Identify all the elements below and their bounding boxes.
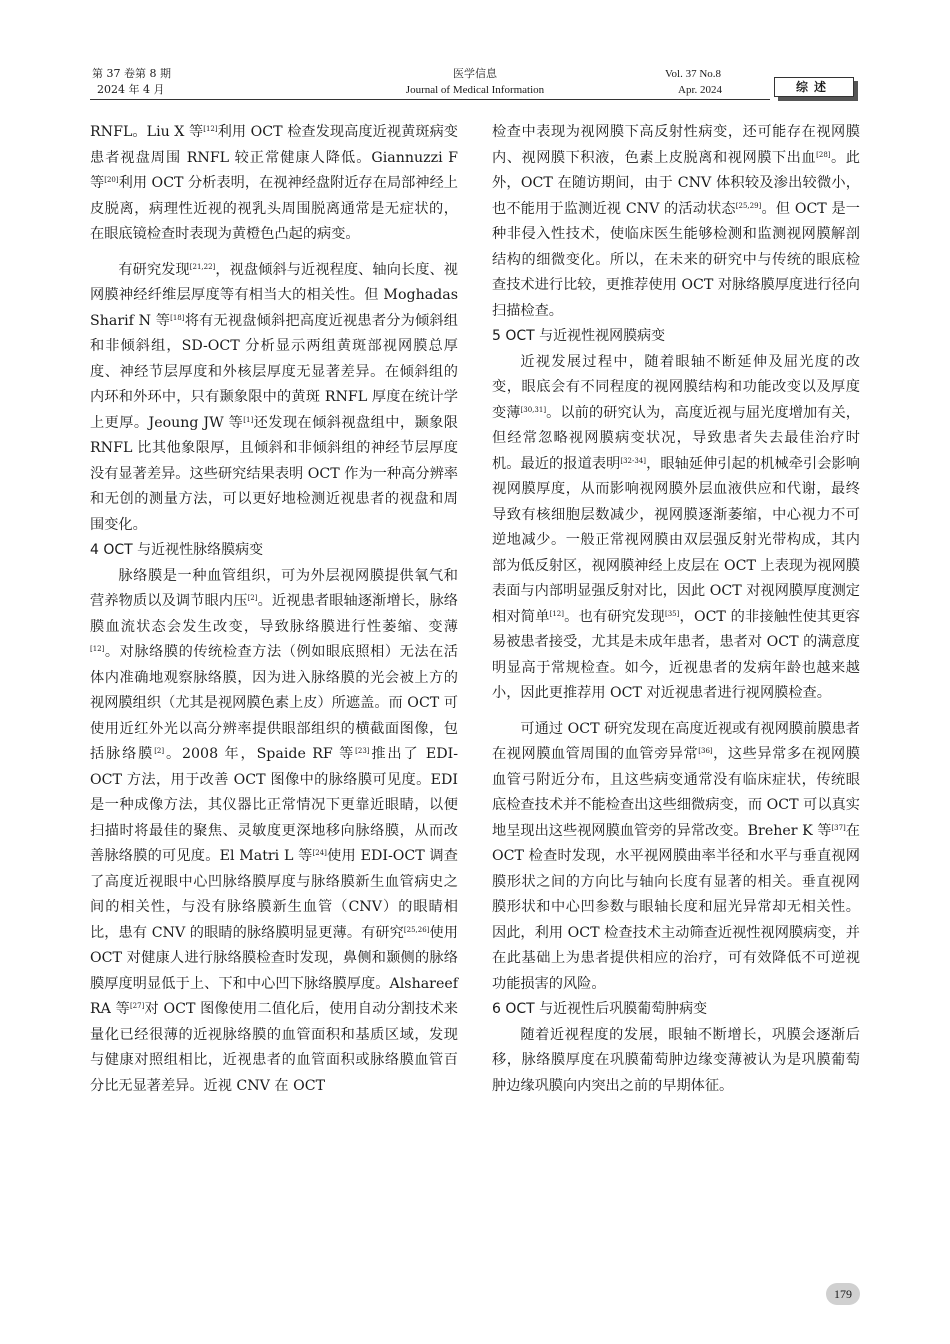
- header-rule: [90, 99, 770, 100]
- section-heading-6: 6 OCT 与近视性后巩膜葡萄肿病变: [492, 1001, 708, 1017]
- paragraph: 检查中表现为视网膜下高反射性病变，还可能存在视网膜内、视网膜下积液，色素上皮脱离和视网膜下出血[28]。此外，OCT 在随访期间，由于 CNV 体积较及渗出较微小，也不能用于监测近视 CNV 的活动状态[25,29]。但 OCT 是一种非侵入性技术，使临床医生能够检测和监测视网膜解剖结构的细微变化。所以，在未来的研究中与传统的眼底检查技术进行比较，更推荐使用 OCT 对脉络膜厚度进行径向扫描检查。: [492, 124, 860, 319]
- paragraph: RNFL。Liu X 等[12]利用 OCT 检查发现高度近视黄斑病变患者视盘周围 RNFL 较正常健康人降低。Giannuzzi F 等[20]利用 OCT 分析表明，在视神经盘附近存在局部神经上皮脱离，病理性近视的视乳头周围脱离通常是无症状的，在眼底镜检查时表现为黄橙色凸起的病变。: [90, 124, 458, 242]
- paragraph: 近视发展过程中，随着眼轴不断延伸及屈光度的改变，眼底会有不同程度的视网膜结构和功能改变以及厚度变薄[30,31]。以前的研究认为，高度近视与屈光度增加有关，但经常忽略视网膜病变状况，导致患者失去最佳治疗时机。最近的报道表明[32-34]，眼轴延伸引起的机械牵引会影响视网膜厚度，从而影响视网膜外层血液供应和代谢，最终导致有核细胞层数减少，视网膜逐渐萎缩，中心视力不可逆地减少。一般正常视网膜由双层强反射光带构成，其内部为低反射区，视网膜神经上皮层在 OCT 上表现为视网膜表面与内部明显强反射对比，因此 OCT 对视网膜厚度测定相对简单[12]。也有研究发现[35]，OCT 的非接触性使其更容易被患者接受，尤其是未成年患者，患者对 OCT 的满意度明显高于常规检查。如今，近视患者的发病年龄也越来越小，因此更推荐用 OCT 对近视患者进行视网膜检查。: [492, 353, 860, 701]
- paragraph: 可通过 OCT 研究发现在高度近视或有视网膜前膜患者在视网膜血管周围的血管旁异常[36]，这些异常多在视网膜血管弓附近分布，且这些病变通常没有临床症状，传统眼底检查技术并不能检查出这些细微病变，而 OCT 可以真实地呈现出这些视网膜血管旁的异常改变。Breher K 等[37]在 OCT 检查时发现，水平视网膜曲率半径和水平与垂直视网膜形状之间的方向比与轴向长度有显著的相关。垂直视网膜形状和中心凹参数与眼轴长度和屈光异常却无相关性。因此，利用 OCT 检查技术主动筛查近视性视网膜病变，并在此基础上为患者提供相应的治疗，可有效降低不可逆视功能损害的风险。: [492, 720, 860, 992]
- date-en: Apr. 2024: [678, 84, 722, 96]
- paragraph: 随着近视程度的发展，眼轴不断增长，巩膜会逐渐后移，脉络膜厚度在巩膜葡萄肿边缘变薄被认为是巩膜葡萄肿边缘巩膜向内突出之前的早期体征。: [492, 1026, 860, 1094]
- section-heading-5: 5 OCT 与近视性视网膜病变: [492, 328, 666, 344]
- paragraph: 有研究发现[21,22]，视盘倾斜与近视程度、轴向长度、视网膜神经纤维层厚度等有相当大的相关性。但 Moghadas Sharif N 等[18]将有无视盘倾斜把高度近视患者分为倾斜组和非倾斜组，SD-OCT 分析显示两组黄斑部视网膜总厚度、神经节层厚度和外核层厚度无显著差异。在倾斜组的内环和外环中，只有颞象限中的黄斑 RNFL 厚度在统计学上更厚。Jeoung JW 等[1]还发现在倾斜视盘组中，颞象限 RNFL 比其他象限厚，且倾斜和非倾斜组的神经节层厚度没有显著差异。这些研究结果表明 OCT 作为一种高分辨率和无创的测量方法，可以更好地检测近视患者的视盘和周围变化。: [90, 261, 458, 533]
- date-cn: 2024 年 4 月: [97, 83, 165, 96]
- right-column: [492, 120, 860, 1099]
- section-heading-4: 4 OCT 与近视性脉络膜病变: [90, 542, 264, 558]
- volume-issue-cn: 第 37 卷第 8 期: [92, 67, 171, 80]
- journal-name-en: Journal of Medical Information: [405, 84, 545, 96]
- volume-issue-en: Vol. 37 No.8: [665, 68, 722, 80]
- section-badge: 综述: [774, 77, 854, 97]
- left-column: [90, 120, 458, 1099]
- page-number: 179: [826, 1283, 860, 1305]
- journal-name-cn: 医学信息: [453, 67, 497, 80]
- paragraph: 脉络膜是一种血管组织，可为外层视网膜提供氧气和营养物质以及调节眼内压[2]。近视患者眼轴逐渐增长，脉络膜血流状态会发生改变，导致脉络膜进行性萎缩、变薄[12]。对脉络膜的传统检查方法（例如眼底照相）无法在活体内准确地观察脉络膜，因为进入脉络膜的光会被上方的视网膜组织（尤其是视网膜色素上皮）所遮盖。而 OCT 可使用近红外光以高分辨率提供眼部组织的横截面图像，包括脉络膜[2]。2008 年，Spaide RF 等[23]推出了 EDI-OCT 方法，用于改善 OCT 图像中的脉络膜可见度。EDI 是一种成像方法，其仪器比正常情况下更靠近眼睛，以便扫描时将最佳的聚焦、灵敏度更深地移向脉络膜，从而改善脉络膜的可见度。El Matri L 等[24]使用 EDI-OCT 调查了高度近视眼中心凹脉络膜厚度与脉络膜新生血管病史之间的相关性，与没有脉络膜新生血管（CNV）的眼睛相比，患有 CNV 的眼睛的脉络膜明显更薄。有研究[25,26]使用 OCT 对健康人进行脉络膜检查时发现，鼻侧和颞侧的脉络膜厚度明显低于上、下和中心凹下脉络膜厚度。Alshareef RA 等[27]对 OCT 图像使用二值化后，使用自动分割技术来量化已经很薄的近视脉络膜的血管面积和基质区域，发现与健康对照组相比，近视患者的血管面积或脉络膜血管百分比无显著差异。近视 CNV 在 OCT: [90, 567, 459, 1094]
